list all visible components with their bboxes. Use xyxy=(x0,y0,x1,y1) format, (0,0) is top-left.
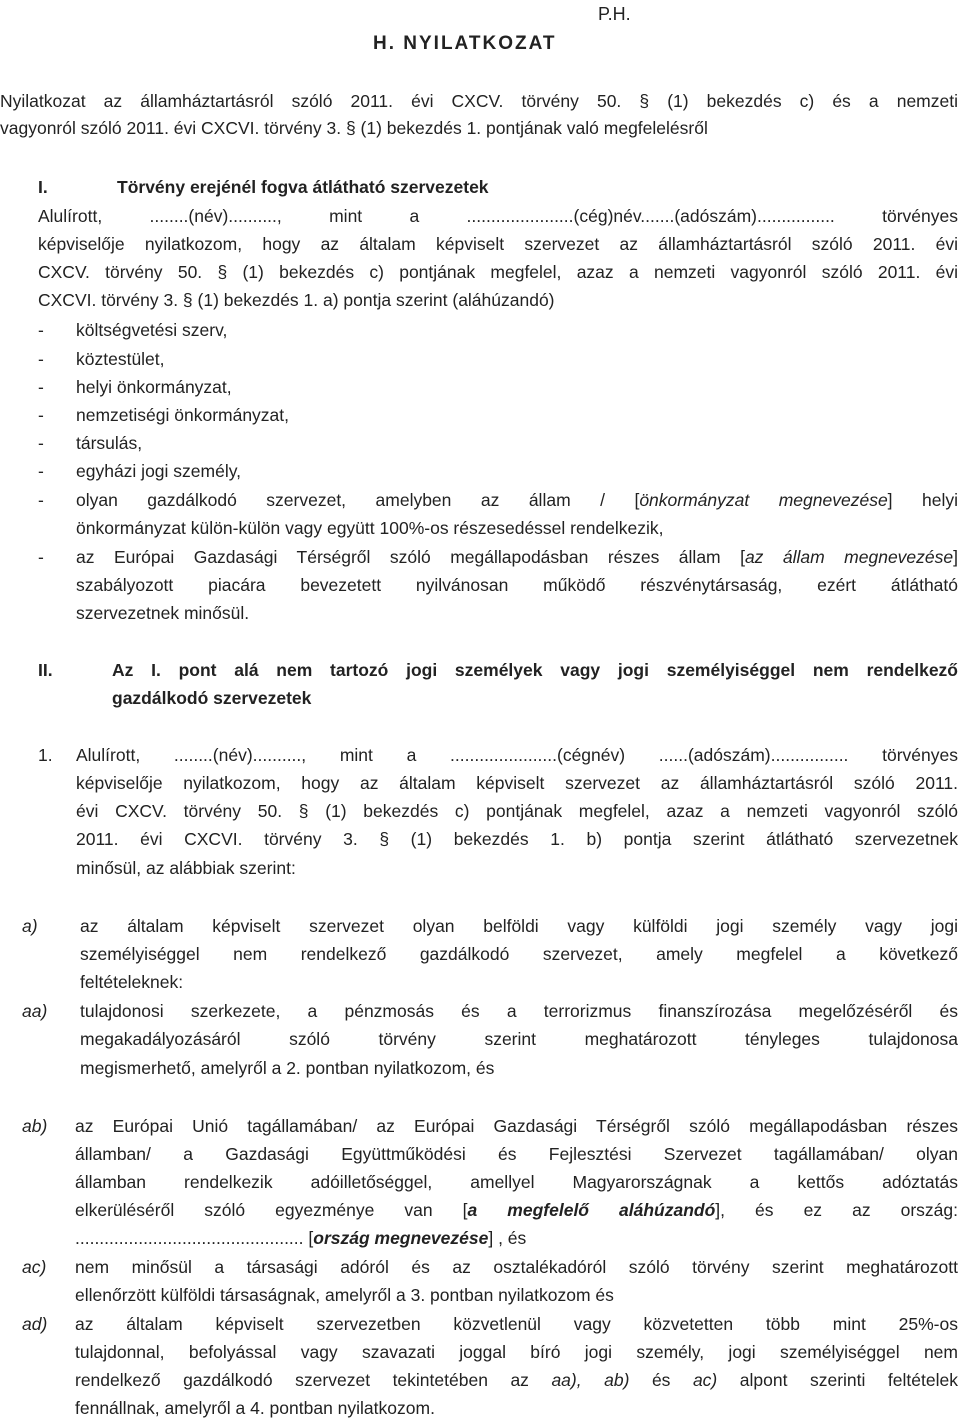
list-item-text: ] xyxy=(953,547,958,567)
list-item-text: ] helyi xyxy=(887,490,958,510)
list-item-text: az Európai Gazdasági Térségről szóló megállapodásban részes állam [ xyxy=(76,547,745,567)
section-1-heading: Törvény erejénél fogva átlátható szervezetek xyxy=(117,177,489,197)
point-ad-line: az általam képviselt szervezetben közvetlenül vagy közvetetten több mint 25%-os xyxy=(75,1314,958,1334)
point-a-line: személyiséggel nem rendelkező gazdálkodó szervezet, amely megfelel a következő xyxy=(80,944,958,964)
list-item-italic: az állam megnevezése xyxy=(744,547,954,567)
list-item xyxy=(38,403,290,427)
point-ad-line: tulajdonnal, befolyással vagy szavazati joggal bíró jogi személy, jogi személyiséggel nem xyxy=(75,1342,958,1362)
intro-line-2: vagyonról szóló 2011. évi CXCVI. törvény 3. § (1) bekezdés 1. pontjának való megfelelésről xyxy=(0,118,708,138)
point-aa-line: tulajdonosi szerkezete, a pénzmosás és a terrorizmus finanszírozása megelőzéséről és xyxy=(80,1001,958,1021)
point-ad-text: rendelkező gazdálkodó szervezet tekintetében az xyxy=(75,1370,552,1390)
point-ad-italic: ac) xyxy=(692,1370,718,1390)
point-ab-line: államban rendelkezik adóilletőséggel, amellyel Magyarországnak a kettős adóztatás xyxy=(75,1172,958,1192)
dash-marker: - xyxy=(38,377,44,397)
list-item xyxy=(38,318,228,342)
list-item-text: köztestület, xyxy=(76,349,165,369)
list-item xyxy=(38,431,143,455)
list-item-text: költségvetési szerv, xyxy=(76,320,228,340)
point-ad-text: és xyxy=(629,1370,693,1390)
point-1-number: 1. xyxy=(38,745,53,765)
list-item-text: nemzetiségi önkormányzat, xyxy=(76,405,290,425)
point-1-line: 2011. évi CXCVI. törvény 3. § (1) bekezdés 1. b) pontja szerint átlátható szervezetnek xyxy=(76,829,958,849)
point-ad-text: alpont szerinti feltételek xyxy=(717,1370,958,1390)
point-ad-italic: aa), ab) xyxy=(551,1370,630,1390)
section-1-line: képviselője nyilatkozom, hogy az általam képviselt szervezet az államháztartásról szóló 2011. évi xyxy=(38,234,958,254)
section-1-line: CXCVI. törvény 3. § (1) bekezdés 1. a) pontja szerint (aláhúzandó) xyxy=(38,290,555,310)
point-a-marker: a) xyxy=(22,916,38,936)
list-item xyxy=(76,488,958,512)
ph-mark: P.H. xyxy=(598,4,631,24)
dash-marker: - xyxy=(38,349,44,369)
point-ab-line: államban/ a Gazdasági Együttműködési és Fejlesztési Szervezet tagállamában/ olyan xyxy=(75,1144,958,1164)
point-ab-emphasis: ország megnevezése xyxy=(313,1228,489,1248)
list-item-text: olyan gazdálkodó szervezet, amelyben az állam / [ xyxy=(76,490,640,510)
point-ac-line: nem minősül a társasági adóról és az osztalékadóról szóló törvény szerint meghatározott xyxy=(75,1257,958,1277)
list-item-cont: szabályozott piacára bevezetett nyilvánosan működő részvénytársaság, ezért átlátható xyxy=(76,575,958,595)
point-ab-marker: ab) xyxy=(22,1116,48,1136)
dash-marker: - xyxy=(38,461,44,481)
point-a-line: az általam képviselt szervezet olyan belföldi vagy külföldi jogi személy vagy jogi xyxy=(80,916,958,936)
list-item xyxy=(38,347,165,371)
point-ab-text: ], és ez az ország: xyxy=(715,1200,959,1220)
section-1-line: Alulírott, ........(név).........., mint a ......................(cég)név.......(adószám)................ törvényes xyxy=(38,206,958,226)
list-item-italic: önkormányzat megnevezése xyxy=(639,490,888,510)
section-2-heading-cont: gazdálkodó szervezetek xyxy=(112,688,312,708)
section-2-number: II. xyxy=(38,660,53,680)
point-aa-marker: aa) xyxy=(22,1001,48,1021)
list-item-text: helyi önkormányzat, xyxy=(76,377,232,397)
point-ad-line xyxy=(75,1368,958,1392)
point-ad-marker: ad) xyxy=(22,1314,48,1334)
dash-marker: - xyxy=(38,433,44,453)
list-item xyxy=(38,375,232,399)
point-ab-text: elkerüléséről szóló egyezménye van [ xyxy=(75,1200,468,1220)
point-ab-line: az Európai Unió tagállamában/ az Európai Gazdasági Térségről szóló megállapodásban részes xyxy=(75,1116,958,1136)
point-aa-line: megakadályozásáról szóló törvény szerint meghatározott tényleges tulajdonosa xyxy=(80,1029,958,1049)
dash-marker: - xyxy=(38,547,44,567)
point-ab-line xyxy=(75,1198,958,1222)
point-ab-text: ] , és xyxy=(488,1228,527,1248)
page-title: H. NYILATKOZAT xyxy=(373,33,557,54)
list-item-cont: szervezetnek minősül. xyxy=(76,603,250,623)
point-aa-line: megismerhető, amelyről a 2. pontban nyilatkozom, és xyxy=(80,1058,495,1078)
section-1-line: CXCV. törvény 50. § (1) bekezdés c) pontjának megfelel, azaz a nemzeti vagyonról szóló 2011. évi xyxy=(38,262,958,282)
point-1-line: képviselője nyilatkozom, hogy az általam képviselt szervezet az államháztartásról szóló 2011. xyxy=(76,773,958,793)
intro-line-1: Nyilatkozat az államháztartásról szóló 2011. évi CXCV. törvény 50. § (1) bekezdés c) és a nemzeti xyxy=(0,91,958,111)
point-ac-marker: ac) xyxy=(22,1257,47,1277)
dash-marker: - xyxy=(38,320,44,340)
point-ac-line: ellenőrzött külföldi társaságnak, amelyről a 3. pontban nyilatkozom és xyxy=(75,1285,614,1305)
point-ab-line xyxy=(75,1226,526,1250)
dash-marker: - xyxy=(38,490,44,510)
list-item xyxy=(76,545,958,569)
list-item-cont: önkormányzat külön-külön vagy együtt 100%-os részesedéssel rendelkezik, xyxy=(76,518,664,538)
section-2-heading: Az I. pont alá nem tartozó jogi személyek vagy jogi személyiséggel nem rendelkező xyxy=(112,660,958,680)
dash-marker: - xyxy=(38,405,44,425)
section-1-number: I. xyxy=(38,177,48,197)
list-item-text: egyházi jogi személy, xyxy=(76,461,242,481)
list-item-text: társulás, xyxy=(76,433,143,453)
point-1-line: évi CXCV. törvény 50. § (1) bekezdés c) pontjának megfelel, azaz a nemzeti vagyonról szóló xyxy=(76,801,958,821)
point-1-line: Alulírott, ........(név).........., mint a ......................(cégnév) ......(adószám)................ törvényes xyxy=(76,745,958,765)
point-1-line: minősül, az alábbiak szerint: xyxy=(76,858,296,878)
point-ad-line: fennállnak, amelyről a 4. pontban nyilatkozom. xyxy=(75,1398,435,1418)
point-a-line: feltételeknek: xyxy=(80,972,184,992)
list-item xyxy=(38,459,242,483)
point-ab-text: ............................................... [ xyxy=(75,1228,314,1248)
point-ab-emphasis: a megfelelő aláhúzandó xyxy=(467,1200,716,1220)
